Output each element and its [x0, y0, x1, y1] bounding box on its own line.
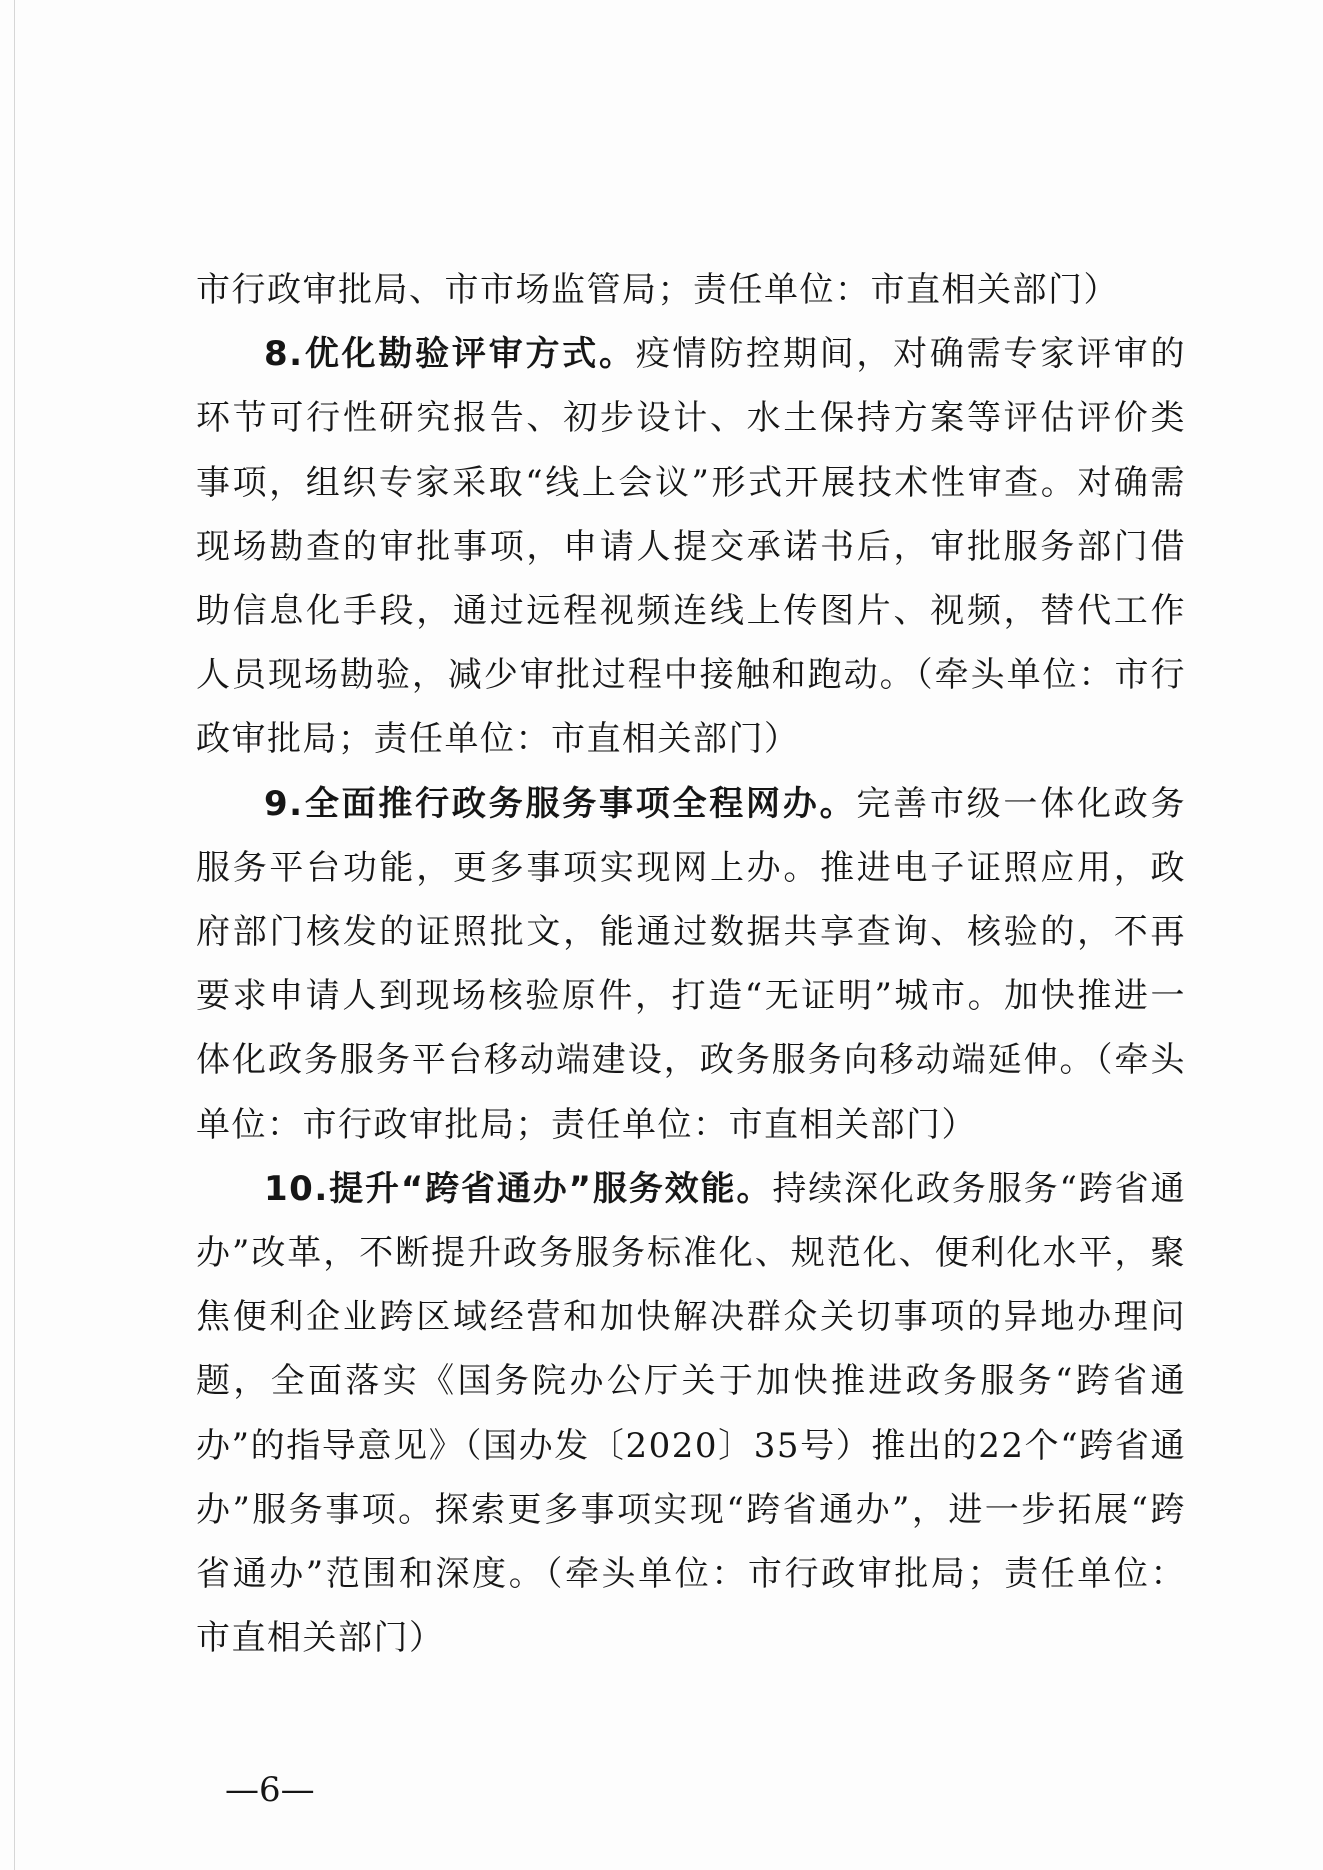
continuation-paragraph: 市行政审批局、市市场监管局；责任单位：市直相关部门）: [196, 270, 1119, 310]
page-number: —6—: [225, 1770, 315, 1810]
page-edge-line: [14, 0, 15, 1870]
item-10-heading: 10.提升“跨省通办”服务效能。: [264, 1168, 773, 1209]
document-body: [196, 258, 1186, 1670]
item-9-body: 完善市级一体化政务服务平台功能，更多事项实现网上办。推进电子证照应用，政府部门核发的证照批文，能通过数据共享查询、核验的，不再要求申请人到现场核验原件，打造“无证明”城市。加快推进一体化政务服务平台移动端建设，政务服务向移动端延伸。（牵头单位：市行政审批局；责任单位：市直相关部门）: [196, 783, 1186, 1145]
item-8-heading: 8.优化勘验评审方式。: [264, 334, 636, 375]
item-9-heading: 9.全面推行政务服务事项全程网办。: [264, 783, 857, 824]
item-8-body: 疫情防控期间，对确需专家评审的环节可行性研究报告、初步设计、水土保持方案等评估评价类事项，组织专家采取“线上会议”形式开展技术性审查。对确需现场勘查的审批事项，申请人提交承诺书后，审批服务部门借助信息化手段，通过远程视频连线上传图片、视频，替代工作人员现场勘验，减少审批过程中接触和跑动。（牵头单位：市行政审批局；责任单位：市直相关部门）: [196, 334, 1186, 760]
item-10-body: 持续深化政务服务“跨省通办”改革，不断提升政务服务标准化、规范化、便利化水平，聚焦便利企业跨区域经营和加快解决群众关切事项的异地办理问题，全面落实《国务院办公厅关于加快推进政务服务“跨省通办”的指导意见》（国办发〔2020〕35号）推出的22个“跨省通办”服务事项。探索更多事项实现“跨省通办”，进一步拓展“跨省通办”范围和深度。（牵头单位：市行政审批局；责任单位：市直相关部门）: [196, 1168, 1187, 1659]
paragraph-item-8: [196, 322, 1186, 771]
paragraph-item-9: [196, 772, 1186, 1157]
paragraph-item-10: [196, 1157, 1186, 1671]
